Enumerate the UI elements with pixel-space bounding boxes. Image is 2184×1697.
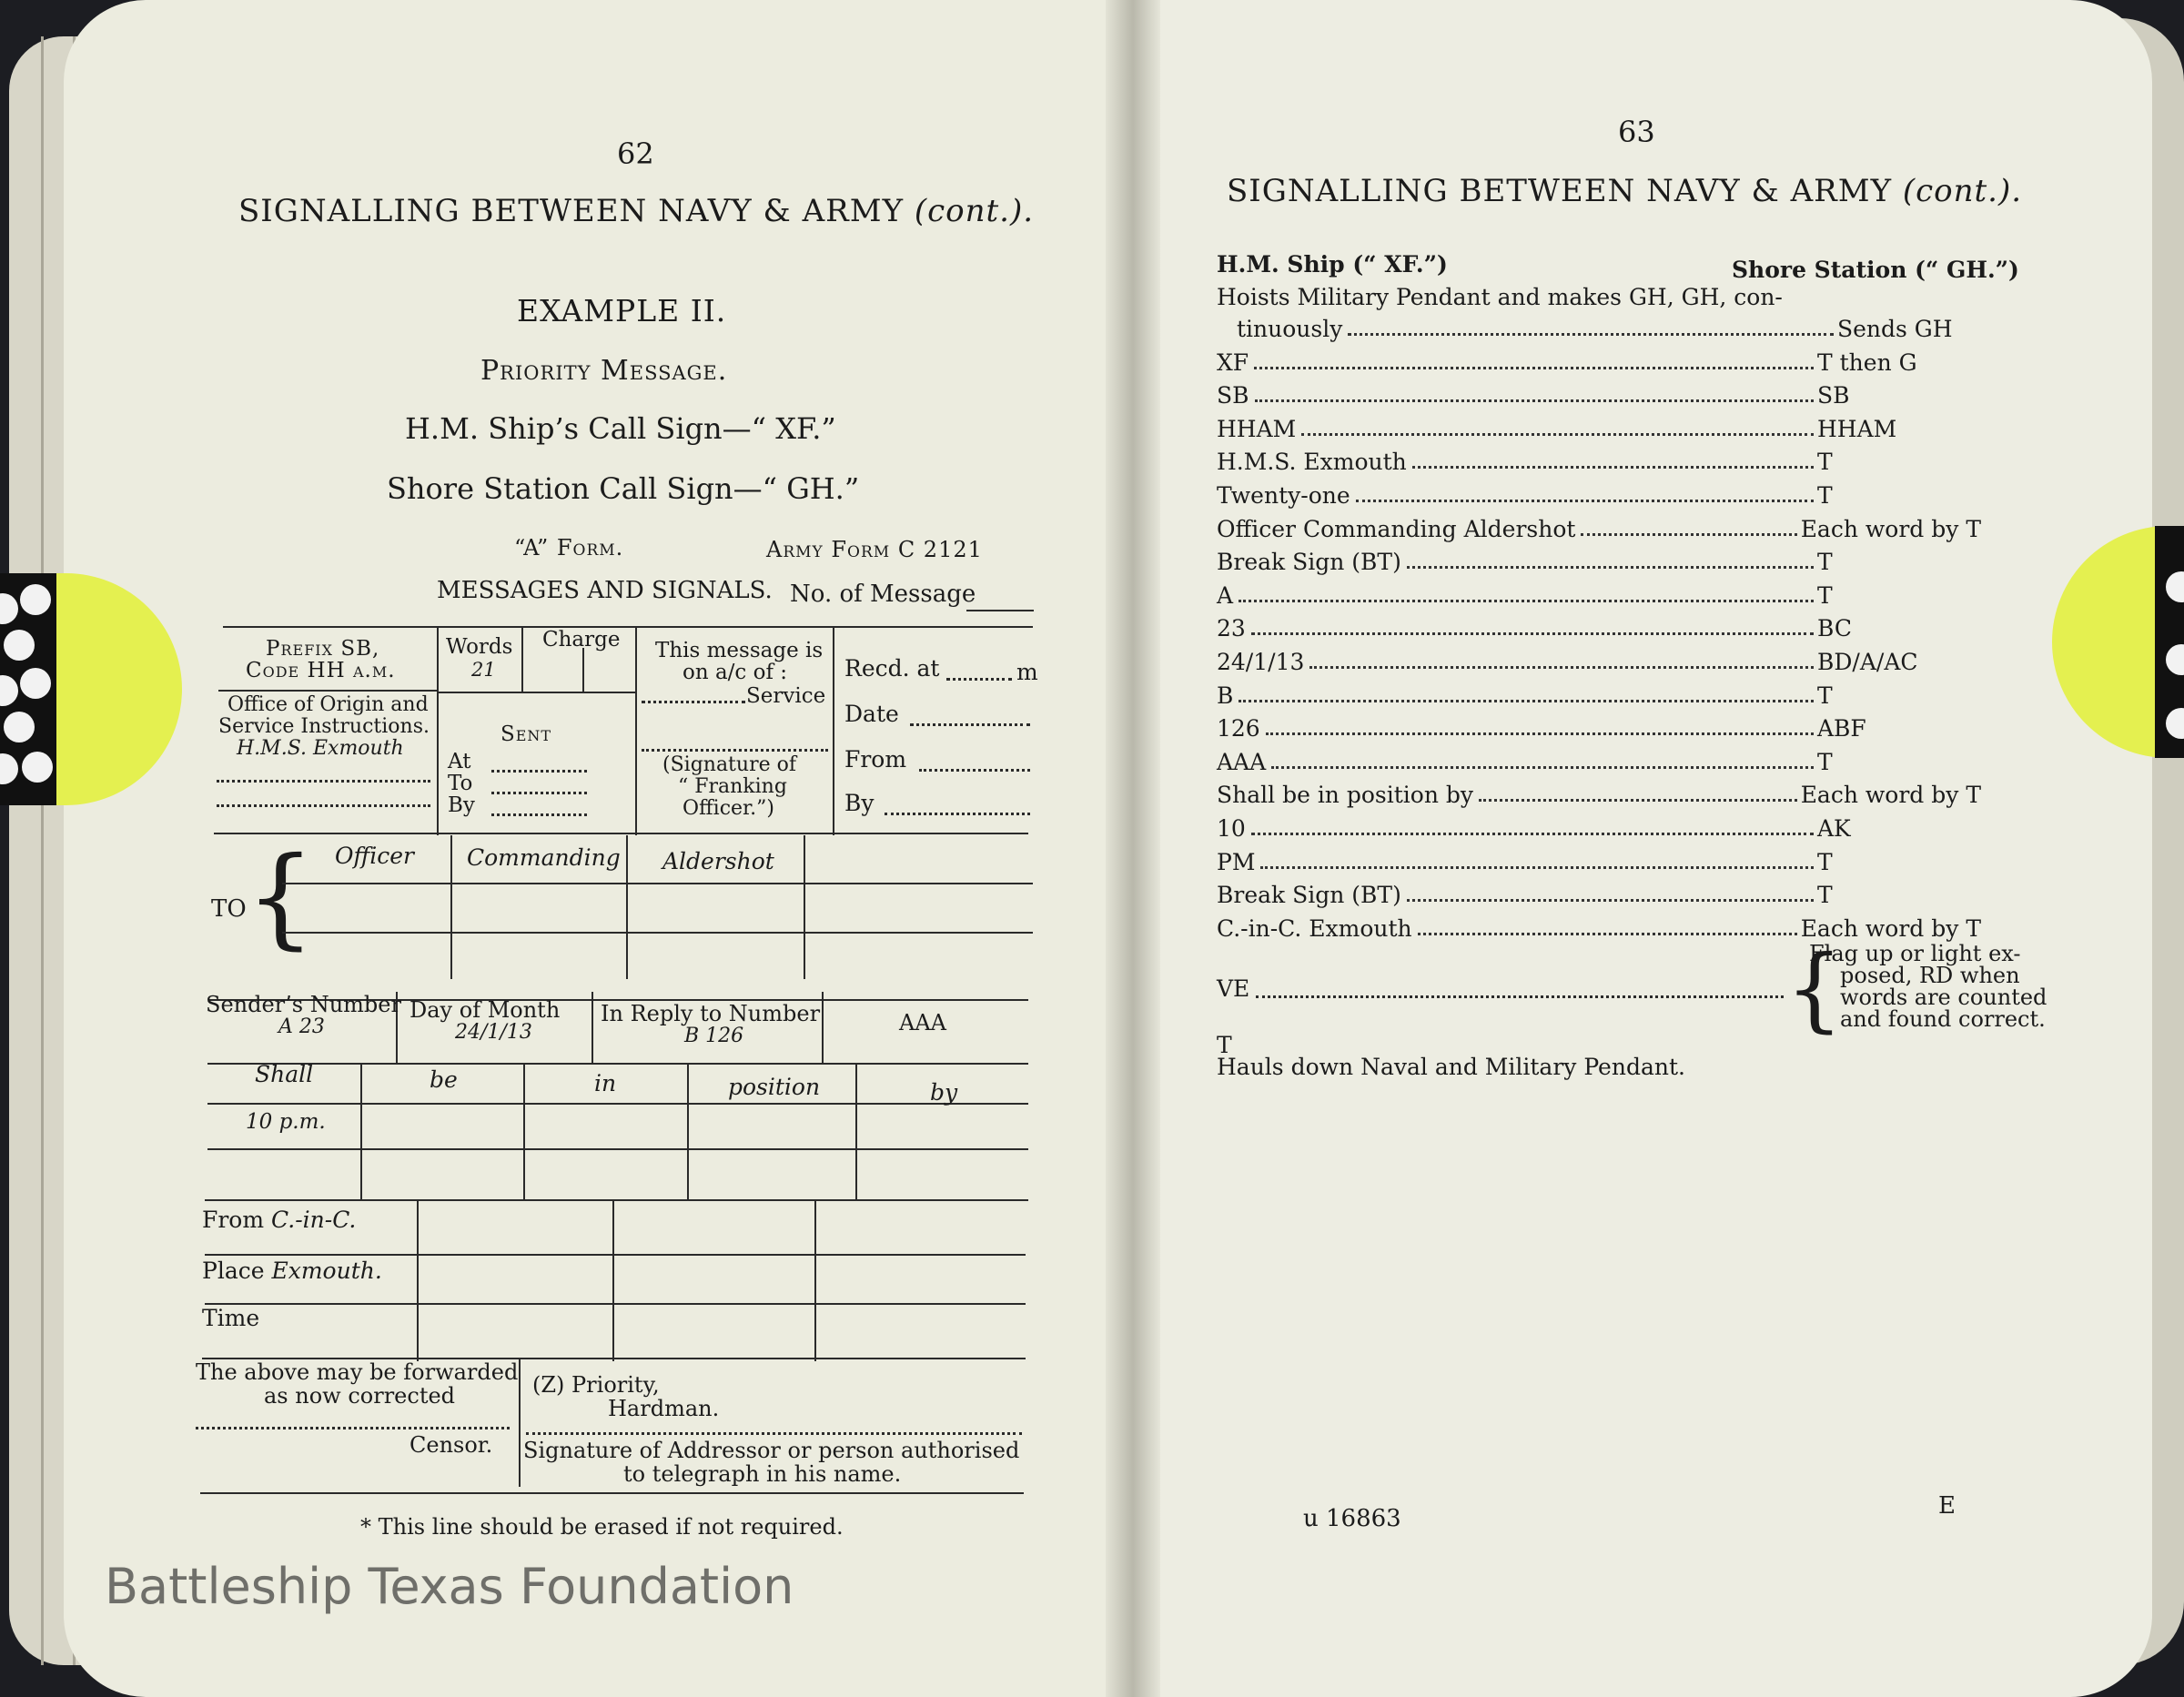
sent-by: By	[448, 793, 475, 817]
signal-row	[1217, 843, 1981, 875]
by-label: By	[844, 790, 875, 816]
addressor-dots	[526, 1432, 1022, 1435]
leader-dots	[1255, 399, 1815, 402]
signal-row	[1217, 442, 1981, 475]
book-gutter	[1106, 0, 1160, 1697]
place-row-text: Place	[202, 1258, 265, 1284]
signal-shore-response: ABF	[1817, 715, 1866, 742]
signature-line-3: Officer.”)	[682, 797, 774, 820]
message-word-4: position	[728, 1074, 821, 1100]
signal-shore-response: T	[1817, 449, 1833, 475]
message-word-5: by	[930, 1079, 958, 1106]
signal-shore-response: Each word by T	[1800, 915, 1981, 942]
footer-code: u 16863	[1303, 1505, 1401, 1532]
signal-row	[1217, 642, 1981, 675]
message-type: Priority Message.	[480, 355, 728, 387]
date-label: Date	[844, 701, 899, 727]
signal-ship-action: PM	[1217, 849, 1256, 875]
signature-line-2: “ Franking	[678, 775, 787, 798]
leader-dots	[1418, 933, 1797, 935]
leader-dots	[1412, 466, 1814, 469]
footer-signature: E	[1938, 1492, 1956, 1520]
by-dots	[885, 813, 1030, 815]
signal-row	[1217, 875, 1981, 908]
heading-cont: (cont.).	[914, 193, 1035, 229]
signal-ship-action: B	[1217, 682, 1234, 709]
form-divider	[833, 628, 834, 835]
origin-divider	[417, 1201, 419, 1361]
signal-row	[1217, 376, 1981, 409]
censor-label: Censor.	[410, 1432, 493, 1458]
left-page-heading	[238, 193, 1034, 229]
to-line	[282, 883, 1033, 884]
signal-shore-response: SB	[1817, 382, 1850, 409]
forward-line-2: as now corrected	[264, 1383, 456, 1409]
addressor-line-2: to telegraph in his name.	[623, 1461, 902, 1487]
senders-number: A 23	[278, 1015, 325, 1038]
reply-label: In Reply to Number	[601, 1001, 821, 1026]
signal-ship-action: tinuously	[1237, 316, 1343, 342]
right-page-number: 63	[1618, 115, 1655, 149]
place-row-label	[202, 1258, 382, 1284]
day-of-month-label: Day of Month	[410, 997, 561, 1023]
ship-call-sign: H.M. Ship’s Call Sign—“ XF.”	[405, 411, 836, 446]
from-dots	[919, 769, 1030, 772]
form-divider	[437, 628, 439, 835]
signal-shore-response: T	[1817, 482, 1833, 509]
signal-ship-action: Break Sign (BT)	[1217, 549, 1401, 575]
leader-dots	[1407, 566, 1814, 569]
censor-divider	[519, 1359, 521, 1487]
signal-shore-response: T	[1817, 582, 1833, 609]
signature-line-1: (Signature of	[662, 753, 796, 776]
form-bottom-line	[200, 1492, 1024, 1494]
addressor-line-1: Signature of Addressor or person authorised	[523, 1438, 1020, 1463]
leader-dots	[1301, 433, 1814, 436]
signal-shore-response: BD/A/AC	[1817, 649, 1918, 675]
signal-row	[1217, 343, 1981, 376]
to-divider	[450, 835, 452, 979]
signal-ship-action: 10	[1217, 815, 1246, 842]
form-divider	[635, 628, 637, 835]
origin-ship: H.M.S. Exmouth	[237, 737, 404, 760]
signal-ship-action: C.-in-C. Exmouth	[1217, 915, 1412, 942]
leader-dots	[1260, 866, 1814, 869]
leader-dots	[1239, 700, 1814, 702]
army-form-number: Army Form C 2121	[766, 537, 983, 562]
signal-ship-action: H.M.S. Exmouth	[1217, 449, 1407, 475]
to-word-1: Officer	[335, 843, 414, 869]
ve-dots	[1256, 995, 1784, 998]
service-dots	[642, 701, 745, 703]
signal-shore-response: T	[1817, 682, 1833, 709]
signal-ship-action: SB	[1217, 382, 1249, 409]
signal-shore-response: Each word by T	[1800, 516, 1981, 542]
forward-line-1: The above may be forwarded	[196, 1359, 519, 1385]
leader-dots	[1239, 600, 1814, 602]
signal-ship-action: 24/1/13	[1217, 649, 1305, 675]
signal-shore-response: Sends GH	[1837, 316, 1953, 342]
message-word-1: Shall	[255, 1061, 314, 1087]
origin-line	[205, 1254, 1026, 1256]
prefix-label: Prefix SB,	[266, 637, 380, 661]
leader-dots	[1407, 899, 1814, 902]
signal-row	[1217, 909, 1981, 942]
footnote: * This line should be erased if not required.	[360, 1514, 844, 1540]
sender-divider	[822, 992, 824, 1065]
signal-ship-action: XF	[1217, 349, 1249, 376]
t-line: T	[1217, 1032, 1232, 1058]
origin-dots	[217, 780, 430, 783]
account-line-1: This message is	[655, 639, 824, 662]
sent-label: Sent	[500, 722, 552, 746]
form-line	[218, 690, 437, 692]
signal-shore-response: T	[1817, 549, 1833, 575]
signal-shore-response: BC	[1817, 615, 1852, 641]
signal-ship-action: Break Sign (BT)	[1217, 882, 1401, 908]
from-label: From	[844, 746, 907, 773]
signal-row	[1217, 742, 1981, 775]
heading-text: SIGNALLING BETWEEN NAVY & ARMY	[238, 193, 905, 229]
heading-text: SIGNALLING BETWEEN NAVY & ARMY	[1227, 173, 1893, 209]
form-top-line	[223, 626, 1033, 628]
leader-dots	[1251, 833, 1814, 835]
signal-row	[1217, 542, 1981, 575]
to-brace: {	[246, 834, 316, 961]
left-page-number: 62	[617, 136, 654, 171]
form-line	[437, 692, 635, 693]
sent-to: To	[448, 772, 473, 795]
signal-row	[1217, 676, 1981, 709]
to-line	[282, 932, 1033, 934]
signal-ship-action: AAA	[1217, 749, 1267, 775]
message-line	[207, 1063, 1028, 1065]
words-value: 21	[471, 659, 496, 681]
ve-note-1: Flag up or light ex-	[1809, 941, 2021, 966]
signal-ship-action: Officer Commanding Aldershot	[1217, 516, 1576, 542]
leader-dots	[1271, 766, 1814, 769]
example-title: EXAMPLE II.	[517, 293, 727, 328]
shore-call-sign: Shore Station Call Sign—“ GH.”	[387, 471, 860, 506]
from-row-label	[202, 1207, 356, 1233]
messages-title: MESSAGES AND SIGNALS.	[437, 577, 773, 604]
leader-dots	[1254, 367, 1814, 369]
heading-cont: (cont.).	[1902, 173, 2023, 209]
signal-row	[1217, 609, 1981, 641]
leader-dots	[1356, 500, 1814, 502]
to-word-2: Commanding	[467, 844, 621, 871]
time-row-label: Time	[202, 1305, 260, 1331]
reply-number: B 126	[684, 1025, 744, 1047]
words-label: Words	[446, 635, 513, 659]
form-divider	[521, 628, 523, 692]
aaa-label: AAA	[899, 1010, 946, 1035]
signal-shore-response: AK	[1817, 815, 1851, 842]
message-word-2: be	[430, 1066, 458, 1093]
signal-shore-response: T	[1817, 882, 1833, 908]
signal-row	[1217, 409, 1981, 442]
sender-divider	[592, 992, 593, 1065]
leader-dots	[1348, 333, 1834, 336]
signal-row	[1217, 309, 2001, 342]
origin-line	[205, 1303, 1026, 1305]
signal-row	[1217, 476, 1981, 509]
no-of-message-line	[966, 610, 1034, 611]
date-dots	[910, 723, 1030, 726]
priority-line-2: Hardman.	[608, 1396, 720, 1421]
priority-line-1: (Z) Priority,	[532, 1372, 660, 1398]
leader-dots	[1266, 732, 1814, 735]
hauls-down-line: Hauls down Naval and Military Pendant.	[1217, 1054, 1685, 1080]
signal-ship-action: A	[1217, 582, 1234, 609]
ve-note-3: words are counted	[1840, 985, 2048, 1010]
signal-shore-response: T	[1817, 849, 1833, 875]
signal-ship-action: Twenty-one	[1217, 482, 1350, 509]
to-word-3: Aldershot	[662, 848, 774, 874]
message-word-3: in	[594, 1070, 617, 1096]
ve-label: VE	[1217, 975, 1250, 1002]
account-service: Service	[746, 684, 826, 708]
to-divider	[804, 835, 805, 979]
message-line	[205, 1199, 1028, 1201]
leader-dots	[1251, 632, 1814, 635]
message-divider	[855, 1063, 857, 1199]
charge-label: Charge	[542, 628, 621, 652]
message-line	[207, 1103, 1028, 1105]
col-shore-header: Shore Station (“ GH.”)	[1732, 257, 2019, 283]
sent-at: At	[448, 750, 471, 773]
form-divider	[582, 648, 584, 692]
signal-ship-action: 23	[1217, 615, 1246, 641]
form-label: “A” Form.	[514, 535, 624, 561]
tab-pattern	[2155, 526, 2184, 758]
place-row-value: Exmouth.	[271, 1258, 382, 1284]
recd-at-suffix: m	[1016, 659, 1038, 685]
no-of-message-label: No. of Message	[790, 581, 976, 608]
leader-dots	[1479, 799, 1797, 802]
censor-dots	[196, 1427, 510, 1429]
signal-row	[1217, 809, 1981, 842]
senders-number-label: Sender’s Number	[206, 992, 401, 1017]
code-label: Code HH a.m.	[246, 659, 396, 682]
ve-note-4: and found correct.	[1840, 1006, 2046, 1032]
to-label: TO	[211, 895, 247, 923]
signature-dots	[642, 749, 828, 752]
right-page-heading	[1227, 173, 2022, 209]
message-time: 10 p.m.	[246, 1110, 326, 1134]
origin-divider	[612, 1201, 614, 1361]
from-row-text: From	[202, 1207, 265, 1233]
origin-line-2: Service Instructions.	[218, 715, 430, 738]
signal-row	[1217, 510, 1981, 542]
watermark: Battleship Texas Foundation	[105, 1558, 794, 1615]
message-divider	[687, 1063, 689, 1199]
tab-pattern	[0, 573, 56, 805]
signal-row	[1217, 709, 1981, 742]
col-ship-header: H.M. Ship (“ XF.”)	[1217, 251, 1448, 278]
signal-row	[1217, 576, 1981, 609]
signal-shore-response: T	[1817, 749, 1833, 775]
message-line	[207, 1148, 1028, 1150]
origin-divider	[814, 1201, 816, 1361]
form-line	[214, 833, 1028, 834]
origin-line-1: Office of Origin and	[228, 693, 429, 716]
signal-ship-action: Shall be in position by	[1217, 782, 1474, 808]
from-row-value: C.-in-C.	[271, 1207, 357, 1233]
ve-note-2: posed, RD when	[1840, 963, 2020, 988]
signal-shore-response: HHAM	[1817, 416, 1897, 442]
to-divider	[626, 835, 628, 979]
signal-row	[1217, 775, 1981, 808]
message-divider	[360, 1063, 362, 1199]
day-of-month: 24/1/13	[455, 1021, 532, 1044]
intro-line: Hoists Military Pendant and makes GH, GH, con-	[1217, 284, 1783, 310]
message-divider	[523, 1063, 525, 1199]
sent-to-dots	[491, 792, 587, 794]
sent-by-dots	[491, 813, 587, 816]
signal-ship-action: 126	[1217, 715, 1260, 742]
ve-brace: {	[1785, 935, 1844, 1042]
leader-dots	[1581, 533, 1796, 536]
account-line-2: on a/c of :	[682, 661, 788, 684]
signal-shore-response: Each word by T	[1800, 782, 1981, 808]
origin-dots	[217, 804, 430, 807]
sent-at-dots	[491, 770, 587, 773]
leader-dots	[1309, 666, 1814, 669]
signal-shore-response: T then G	[1817, 349, 1917, 376]
recd-at-label: Recd. at	[844, 655, 940, 682]
recd-at-dots	[946, 678, 1012, 681]
signal-ship-action: HHAM	[1217, 416, 1297, 442]
